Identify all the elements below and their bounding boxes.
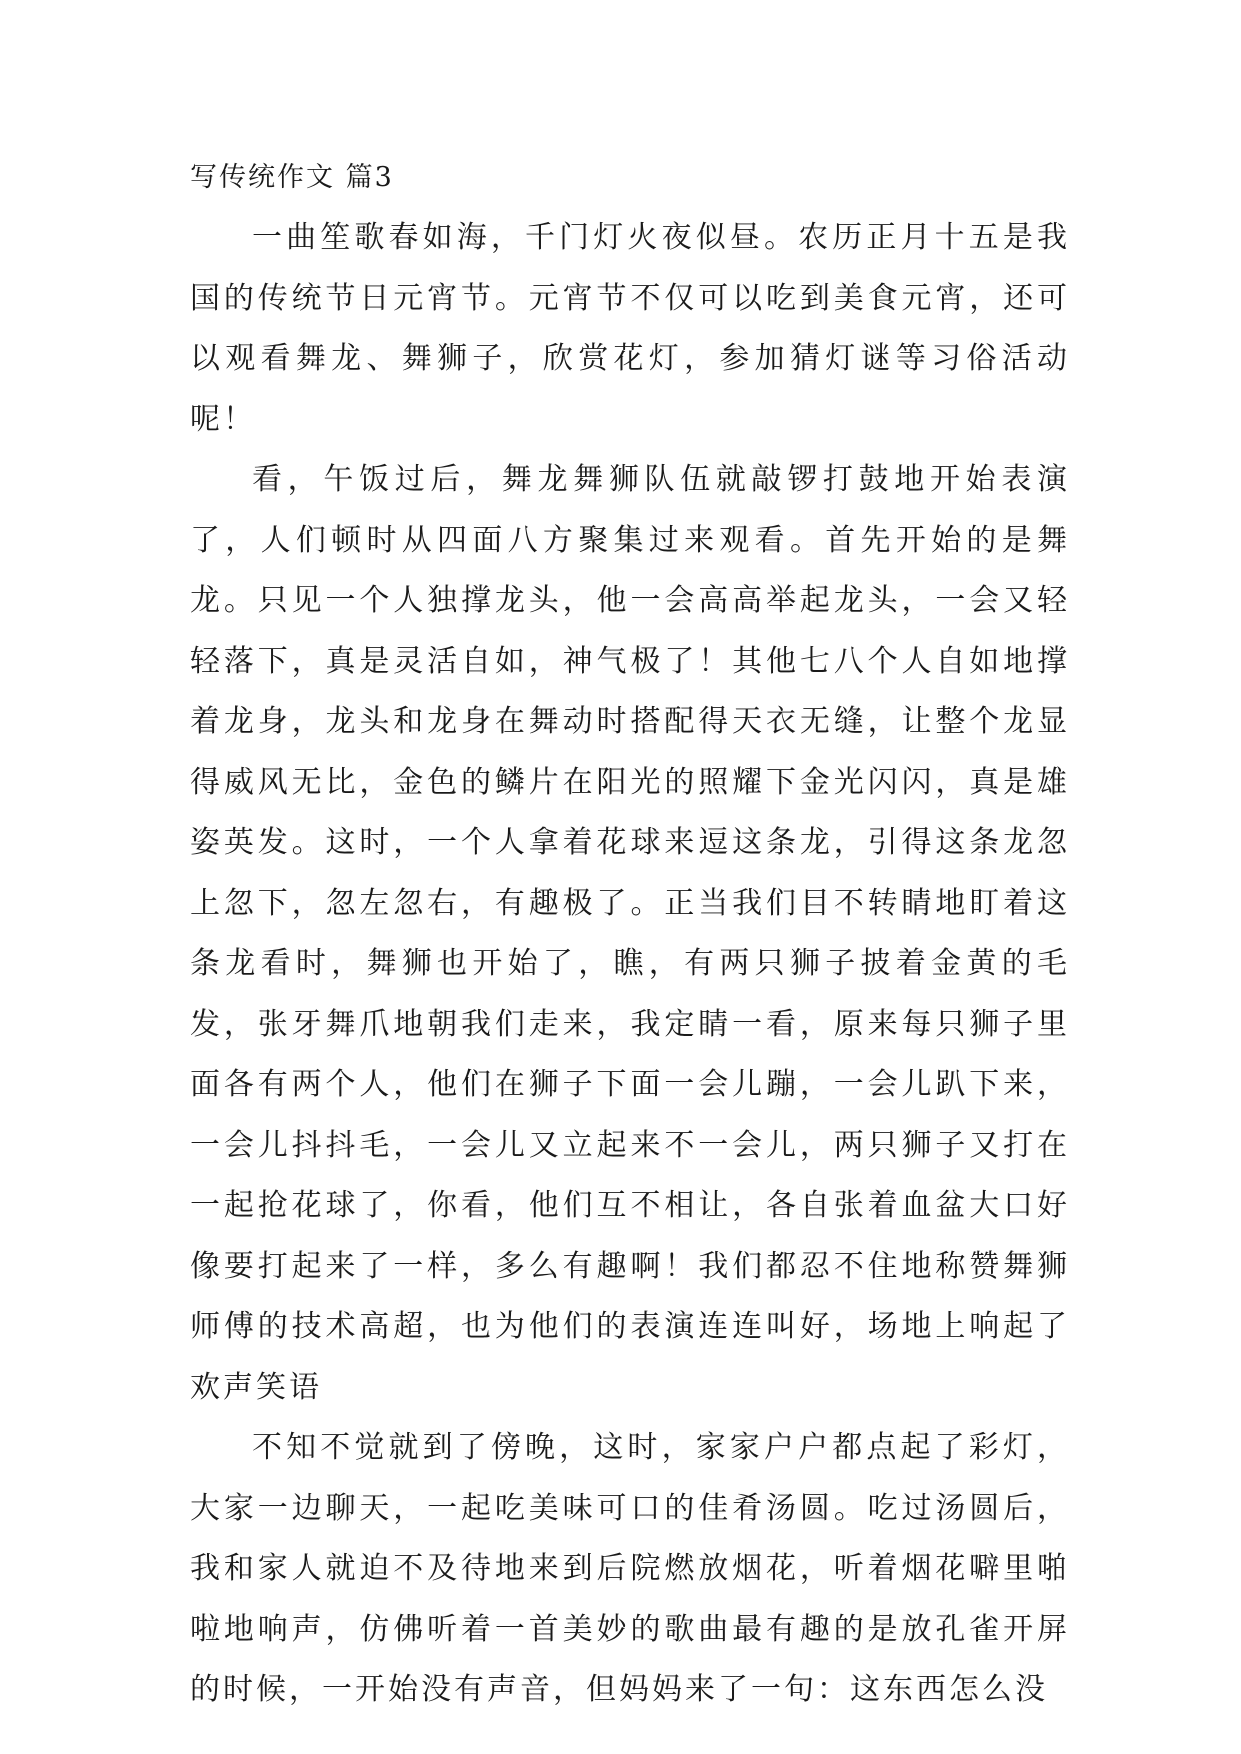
- document-title: 写传统作文 篇3: [190, 162, 394, 193]
- paragraph-2: 看，午饭过后，舞龙舞狮队伍就敲锣打鼓地开始表演了，人们顿时从四面八方聚集过来观看。首先开始的是舞龙。只见一个人独撑龙头，他一会高高举起龙头，一会又轻轻落下，真是灵活自如，神气极了！其他七八个人自如地撑着龙身，龙头和龙身在舞动时搭配得天衣无缝，让整个龙显得威风无比，金色的鳞片在阳光的照耀下金光闪闪，真是雄姿英发。这时，一个人拿着花球来逗这条龙，引得这条龙忽上忽下，忽左忽右，有趣极了。正当我们目不转睛地盯着这条龙看时，舞狮也开始了，瞧，有两只狮子披着金黄的毛发，张牙舞爪地朝我们走来，我定睛一看，原来每只狮子里面各有两个人，他们在狮子下面一会儿蹦，一会儿趴下来，一会儿抖抖毛，一会儿又立起来不一会儿，两只狮子又打在一起抢花球了，你看，他们互不相让，各自张着血盆大口好像要打起来了一样，多么有趣啊！我们都忍不住地称赞舞狮师傅的技术高超，也为他们的表演连连叫好，场地上响起了欢声笑语: [190, 462, 1070, 1405]
- paragraph-3: 不知不觉就到了傍晚，这时，家家户户都点起了彩灯，大家一边聊天，一起吃美味可口的佳肴汤圆。吃过汤圆后，我和家人就迫不及待地来到后院燃放烟花，听着烟花噼里啪啦地响声，仿佛听着一首美妙的歌曲最有趣的是放孔雀开屏的时候，一开始没有声音，但妈妈来了一句：这东西怎么没: [190, 1430, 1070, 1707]
- document-body: [190, 158, 1070, 1721]
- paragraph-1: 一曲笙歌春如海，千门灯火夜似昼。农历正月十五是我国的传统节日元宵节。元宵节不仅可以吃到美食元宵，还可以观看舞龙、舞狮子，欣赏花灯，参加猜灯谜等习俗活动呢！: [190, 220, 1070, 437]
